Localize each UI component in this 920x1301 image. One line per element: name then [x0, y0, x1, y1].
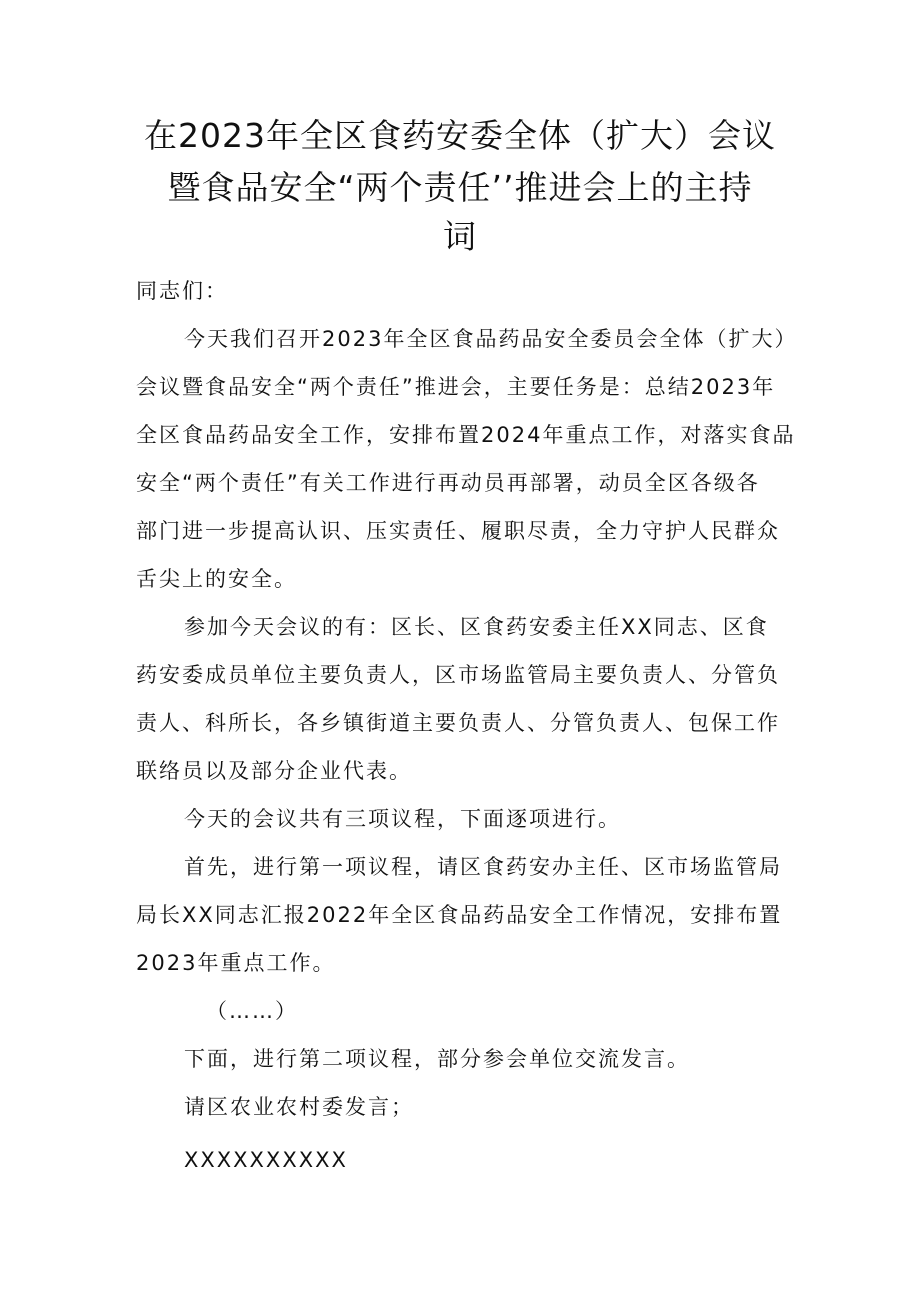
greeting-text: 同志们： [136, 279, 228, 303]
document-title-line-2: 暨食品安全“两个责任’’推进会上的主持 [167, 168, 753, 207]
paragraph-line-8: 药安委成员单位主要负责人，区市场监管局主要负责人、分管负 [136, 663, 780, 687]
paragraph-line-13: 局长XX同志汇报2022年全区食品药品安全工作情况，安排布置 [136, 903, 783, 927]
paragraph-line-16: 下面，进行第二项议程，部分参会单位交流发言。 [184, 1047, 690, 1071]
paragraph-line-7: 参加今天会议的有：区长、区食药安委主任XX同志、区食 [184, 615, 769, 639]
paragraph-line-2: 会议暨食品安全“两个责任”推进会，主要任务是：总结2023年 [136, 375, 776, 399]
paragraph-line-17: 请区农业农村委发言； [184, 1095, 414, 1119]
paragraph-line-18: XXXXXXXXXX [184, 1148, 348, 1172]
paragraph-line-12: 首先，进行第一项议程，请区食药安办主任、区市场监管局 [184, 855, 782, 879]
paragraph-line-5: 部门进一步提高认识、压实责任、履职尽责，全力守护人民群众 [136, 519, 780, 543]
document-title-line-3: 词 [443, 217, 477, 256]
paragraph-line-1: 今天我们召开2023年全区食品药品安全委员会全体（扩大） [184, 327, 798, 351]
paragraph-line-11: 今天的会议共有三项议程，下面逐项进行。 [184, 807, 621, 831]
document-title-line-1: 在2023年全区食药安委全体（扩大）会议 [144, 116, 776, 155]
paragraph-line-6: 舌尖上的安全。 [136, 567, 297, 591]
paragraph-line-10: 联络员以及部分企业代表。 [136, 759, 412, 783]
paragraph-line-3: 全区食品药品安全工作，安排布置2024年重点工作，对落实食品 [136, 423, 796, 447]
ellipsis-placeholder: （……） [206, 999, 298, 1023]
paragraph-line-9: 责人、科所长，各乡镇街道主要负责人、分管负责人、包保工作 [136, 711, 780, 735]
paragraph-line-14: 2023年重点工作。 [136, 951, 336, 975]
paragraph-line-4: 安全“两个责任”有关工作进行再动员再部署，动员全区各级各 [136, 471, 760, 495]
